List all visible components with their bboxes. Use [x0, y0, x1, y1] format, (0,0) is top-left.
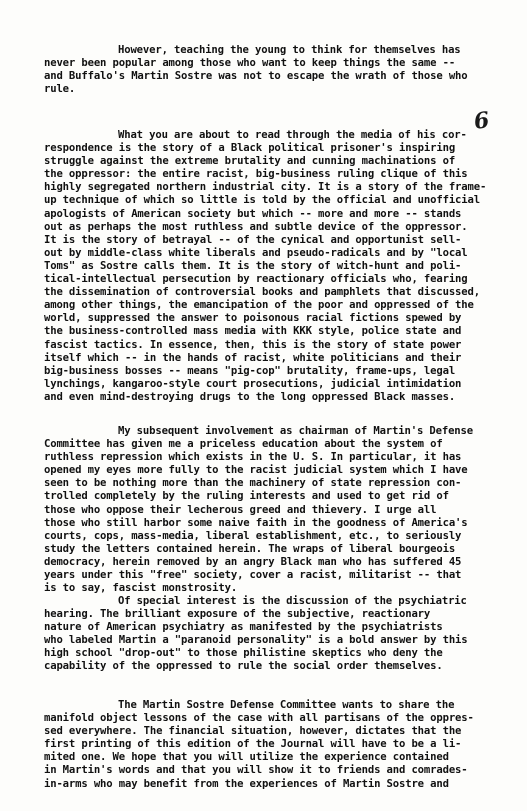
text-line: trolled completely by the ruling interests and used to get rid of — [44, 490, 449, 503]
text-line: never been popular among those who want to keep things the same -- — [44, 57, 456, 70]
text-line: world, suppressed the answer to poisonous racial fictions spewed by — [44, 312, 462, 325]
text-line: The Martin Sostre Defense Committee wants to share the — [118, 699, 455, 711]
paragraph-committee — [44, 425, 473, 595]
text-line: nature of American psychiatry as manifested by the psychiatrists — [44, 621, 443, 634]
text-line: seen to be nothing more than the machinery of state repression con- — [44, 477, 462, 490]
text-line: tical-intellectual persecution by reactionary officials who, fearing — [44, 273, 468, 286]
text-line: However, teaching the young to think for themselves has — [118, 44, 461, 56]
text-line: up technique of which so little is told by the official and unofficial — [44, 194, 480, 207]
text-line: those who oppose their lecherous greed and thievery. I urge all — [44, 503, 437, 516]
paragraph-psychiatric — [44, 595, 468, 674]
text-line: fascist tactics. In essence, then, this is the story of state power — [44, 338, 462, 351]
text-line: high school "drop-out" to those philistine skeptics who deny the — [44, 647, 443, 660]
text-line: out as perhaps the most ruthless and subtle device of the oppressor. — [44, 220, 468, 233]
text-line: lynchings, kangaroo-style court prosecutions, judicial intimidation — [44, 377, 462, 390]
text-line: sed everywhere. The financial situation, however, dictates that the — [44, 725, 462, 738]
text-line: capability of the oppressed to rule the social order themselves. — [44, 660, 443, 673]
text-line: out by middle-class white liberals and pseudo-radicals and by "local — [44, 246, 468, 259]
text-line: respondence is the story of a Black political prisoner's inspiring — [44, 142, 456, 155]
text-line: years under this "free" society, cover a racist, militarist -- that — [44, 569, 462, 582]
text-line: struggle against the extreme brutality and cunning machinations of — [44, 155, 456, 168]
text-line: big-business bosses -- means "pig-cop" brutality, frame-ups, legal — [44, 364, 456, 377]
text-line: highly segregated northern industrial city. It is a story of the frame- — [44, 181, 487, 194]
text-line: apologists of American society but which -- more and more -- stands — [44, 207, 462, 220]
text-line: mited one. We hope that you will utilize the experience contained — [44, 751, 449, 764]
text-line: opened my eyes more fully to the racist judicial system which I have — [44, 464, 468, 477]
text-line: among other things, the emancipation of the poor and oppressed of the — [44, 299, 474, 312]
text-line: democracy, herein removed by an angry Black man who has suffered 45 — [44, 555, 462, 568]
text-line: first printing of this edition of the Journal will have to be a li- — [44, 738, 462, 751]
text-line: My subsequent involvement as chairman of Martin's Defense — [118, 425, 473, 437]
text-line: Toms" as Sostre calls them. It is the story of witch-hunt and poli- — [44, 259, 462, 272]
text-line: the oppressor: the entire racist, big-business ruling clique of this — [44, 168, 468, 181]
text-line: hearing. The brilliant exposure of the subjective, reactionary — [44, 608, 431, 621]
text-line: the business-controlled mass media with KKK style, police state and — [44, 325, 462, 338]
text-line: ruthless repression which exists in the U. S. In particular, it has — [44, 451, 462, 464]
text-line: It is the story of betrayal -- of the cynical and opportunist sell- — [44, 233, 462, 246]
text-line: study the letters contained herein. The wraps of liberal bourgeois — [44, 542, 456, 555]
text-line: who labeled Martin a "paranoid personality" is a bold answer by this — [44, 634, 468, 647]
text-line: is to say, fascist monstrosity. — [44, 582, 238, 595]
text-line: in Martin's words and that you will show it to friends and comrades- — [44, 764, 468, 777]
paragraph-story — [44, 129, 486, 404]
text-line: courts, cops, mass-media, liberal establishment, etc., to seriously — [44, 529, 462, 542]
text-line: itself which -- in the hands of racist, white politicians and their — [44, 351, 462, 364]
text-line: rule. — [44, 83, 76, 96]
paragraph-intro — [44, 44, 468, 96]
text-line: manifold object lessons of the case with all partisans of the oppres- — [44, 712, 474, 725]
text-line: Of special interest is the discussion of the psychiatric — [118, 595, 467, 607]
text-line: the dissemination of controversial books and pamphlets that discussed, — [44, 286, 480, 299]
paragraph-defense-committee — [44, 699, 474, 791]
text-line: those who still harbor some naive faith in the goodness of America's — [44, 516, 468, 529]
text-line: in-arms who may benefit from the experiences of Martin Sostre and — [44, 777, 449, 790]
handwritten-page-number: 6 — [472, 107, 492, 135]
text-line: and Buffalo's Martin Sostre was not to escape the wrath of those who — [44, 70, 468, 83]
text-line: Committee has given me a priceless education about the system of — [44, 438, 443, 451]
text-line: What you are about to read through the media of his cor- — [118, 129, 467, 141]
text-line: and even mind-destroying drugs to the long oppressed Black masses. — [44, 390, 456, 403]
